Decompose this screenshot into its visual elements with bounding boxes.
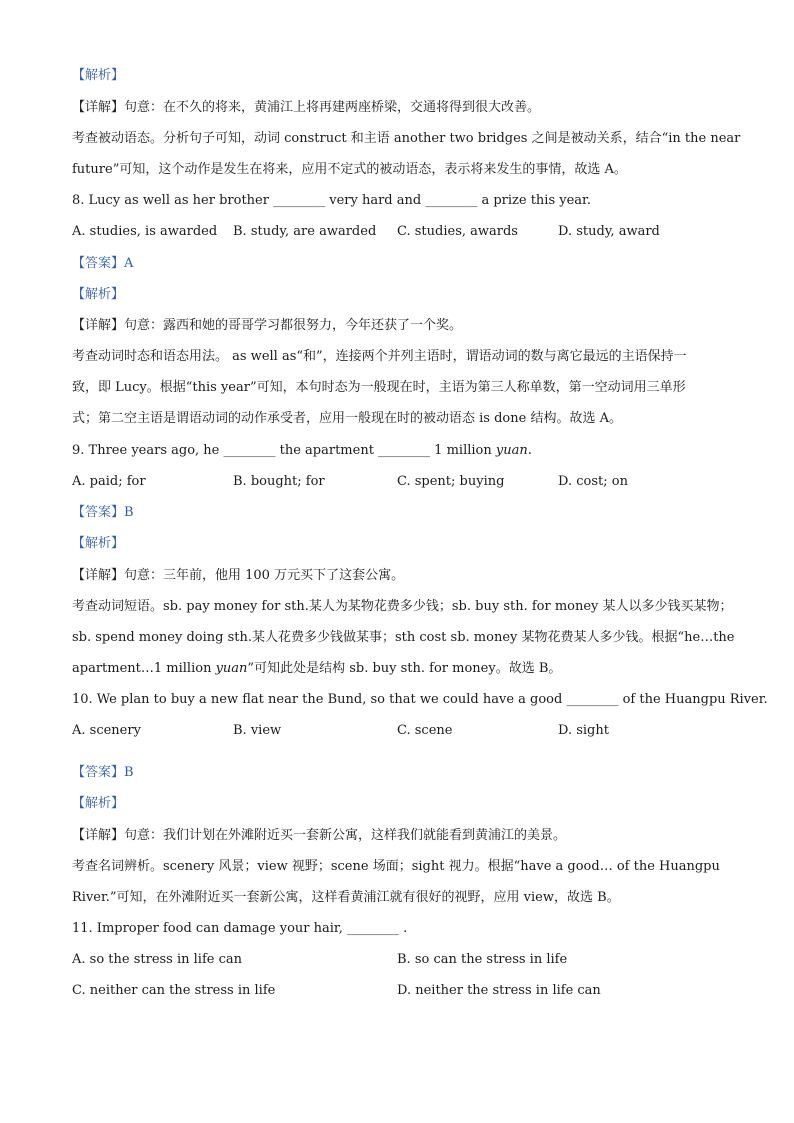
option-b: B. view bbox=[233, 723, 282, 738]
option-a: A. so the stress in life can bbox=[72, 952, 243, 967]
explanation-line: 式；第二空主语是谓语动词的动作承受者，应用一般现在时的被动语态 is done 结构。故选 A。 bbox=[72, 411, 622, 426]
option-a: A. paid; for bbox=[72, 474, 146, 489]
option-d: D. sight bbox=[558, 723, 609, 738]
detail-text: 【详解】句意：我们计划在外滩附近买一套新公寓，这样我们就能看到黄浦江的美景。 bbox=[72, 828, 567, 843]
detail-text: 【详解】句意：在不久的将来，黄浦江上将再建两座桥梁，交通将得到很大改善。 bbox=[72, 100, 541, 115]
option-b: B. bought; for bbox=[233, 474, 325, 489]
explanation-line: 考查名词辨析。scenery 风景；view 视野；scene 场面；sight 视力。根据“have a good… of the Huangpu bbox=[72, 859, 720, 874]
stem-text: 9. Three years ago, he ________ the apartment ________ 1 million bbox=[72, 443, 496, 458]
option-c: C. neither can the stress in life bbox=[72, 983, 276, 998]
option-b: B. study, are awarded bbox=[233, 224, 377, 239]
option-a: A. scenery bbox=[72, 723, 141, 738]
question-stem-8: 8. Lucy as well as her brother ________ very hard and ________ a prize this year. bbox=[72, 193, 591, 208]
option-c: C. scene bbox=[397, 723, 453, 738]
option-d: D. neither the stress in life can bbox=[397, 983, 601, 998]
stem-italic: yuan bbox=[495, 443, 528, 458]
explain-text: apartment…1 million bbox=[72, 661, 216, 676]
explain-text: ”可知此处是结构 sb. buy sth. for money。故选 B。 bbox=[247, 661, 562, 676]
explanation-line: sb. spend money doing sth.某人花费多少钱做某事；sth cost sb. money 某物花费某人多少钱。根据“he…the bbox=[72, 630, 735, 645]
option-a: A. studies, is awarded bbox=[72, 224, 218, 239]
answer-label: 【答案】B bbox=[72, 505, 134, 520]
explanation-line: 考查被动语态。分析句子可知，动词 construct 和主语 another two bridges 之间是被动关系，结合“in the near bbox=[72, 131, 741, 146]
option-c: C. studies, awards bbox=[397, 224, 518, 239]
answer-label: 【答案】A bbox=[72, 256, 134, 271]
question-stem-11: 11. Improper food can damage your hair, ________ . bbox=[72, 921, 408, 936]
question-stem-10: 10. We plan to buy a new flat near the Bund, so that we could have a good ________ of the Huangpu River. bbox=[72, 692, 768, 707]
option-b: B. so can the stress in life bbox=[397, 952, 568, 967]
analysis-label: 【解析】 bbox=[72, 68, 125, 83]
explanation-line: River.”可知，在外滩附近买一套新公寓，这样看黄浦江就有很好的视野，应用 view，故选 B。 bbox=[72, 890, 620, 905]
explanation-line: future”可知，这个动作是发生在将来，应用不定式的被动语态，表示将来发生的事情，故选 A。 bbox=[72, 162, 627, 177]
detail-text: 【详解】句意：露西和她的哥哥学习都很努力，今年还获了一个奖。 bbox=[72, 318, 463, 333]
analysis-label: 【解析】 bbox=[72, 796, 125, 811]
explain-italic: yuan bbox=[215, 661, 248, 676]
explanation-line: 考查动词短语。sb. pay money for sth.某人为某物花费多少钱；sb. buy sth. for money 某人以多少钱买某物； bbox=[72, 599, 733, 614]
stem-text: . bbox=[527, 443, 532, 458]
analysis-label: 【解析】 bbox=[72, 536, 125, 551]
question-stem-9 bbox=[72, 443, 532, 459]
option-d: D. study, award bbox=[558, 224, 660, 239]
option-c: C. spent; buying bbox=[397, 474, 505, 489]
answer-label: 【答案】B bbox=[72, 765, 134, 780]
explanation-line bbox=[72, 661, 561, 677]
detail-text: 【详解】句意：三年前，他用 100 万元买下了这套公寓。 bbox=[72, 568, 405, 583]
explanation-line: 致，即 Lucy。根据“this year”可知，本句时态为一般现在时，主语为第三人称单数，第一空动词用三单形 bbox=[72, 380, 686, 395]
analysis-label: 【解析】 bbox=[72, 287, 125, 302]
explanation-line: 考查动词时态和语态用法。 as well as“和”，连接两个并列主语时，谓语动词的数与离它最远的主语保持一 bbox=[72, 349, 687, 364]
option-d: D. cost; on bbox=[558, 474, 628, 489]
